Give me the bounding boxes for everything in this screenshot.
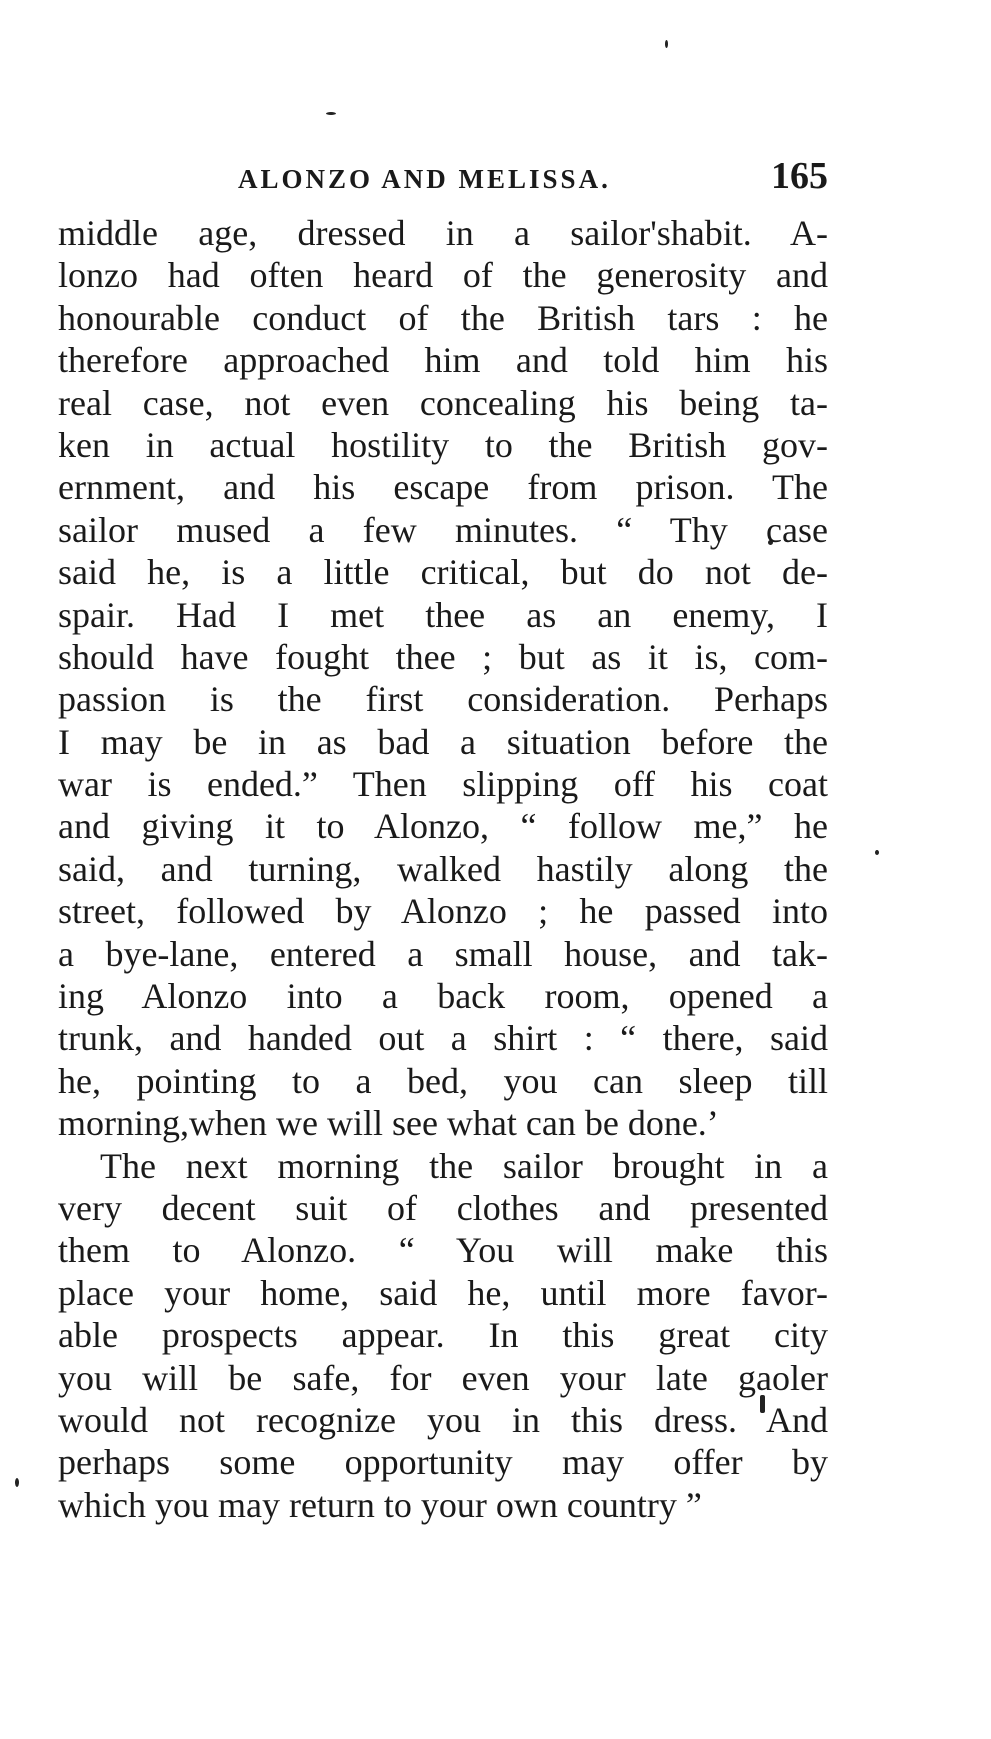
text-line: spair. Had I met thee as an enemy, I [58,594,828,635]
text-line: The next morning the sailor brought in a [100,1145,828,1186]
text-line: which you may return to your own country ” [58,1484,702,1525]
text-line: them to Alonzo. “ You will make this [58,1230,828,1271]
text-line: street, followed by Alonzo ; he passed into [58,891,828,932]
text-line: able prospects appear. In this great city [58,1315,828,1356]
page-number: 165 [771,155,828,197]
text-line: said, and turning, walked hastily along the [58,848,828,889]
ink-speck [326,112,336,115]
text-line: said he, is a little critical, but do not de- [58,552,828,593]
text-line: ing Alonzo into a back room, opened a [58,976,828,1017]
text-line: place your home, said he, until more favor- [58,1272,828,1313]
ink-speck [15,1478,19,1487]
text-line: he, pointing to a bed, you can sleep till [58,1060,828,1101]
text-line: passion is the first consideration. Perhaps [58,679,828,720]
text-line: perhaps some opportunity may offer by [58,1442,828,1483]
text-line: should have fought thee ; but as it is, com- [58,636,828,677]
paragraph-1 [58,212,828,1145]
text-line: you will be safe, for even your late gaoler [58,1357,828,1398]
text-line: middle age, dressed in a sailor'shabit. A- [58,213,828,253]
text-line: therefore approached him and told him his [58,340,828,381]
text-line: war is ended.” Then slipping off his coat [58,764,828,805]
page-header [58,152,828,202]
running-head: ALONZO AND MELISSA. [238,164,611,194]
ink-speck [875,850,879,855]
paragraph-2 [58,1145,828,1527]
text-line: morning,when we will see what can be done.’ [58,1103,719,1144]
ink-speck [665,40,668,48]
body-text [58,212,828,1526]
text-line: and giving it to Alonzo, “ follow me,” he [58,806,828,847]
text-line: trunk, and handed out a shirt : “ there, said [58,1018,828,1059]
text-line: sailor mused a few minutes. “ Thy case [58,509,828,550]
text-line: ernment, and his escape from prison. The [58,467,828,508]
text-line: lonzo had often heard of the generosity and [58,255,828,296]
text-line: honourable conduct of the British tars : he [58,297,828,338]
text-line: very decent suit of clothes and presented [58,1187,828,1228]
text-line: I may be in as bad a situation before the [58,721,828,762]
text-line: would not recognize you in this dress. And [58,1399,828,1440]
text-line: ken in actual hostility to the British gov- [58,424,828,465]
text-line: a bye-lane, entered a small house, and tak- [58,933,828,974]
text-line: real case, not even concealing his being ta- [58,382,828,423]
